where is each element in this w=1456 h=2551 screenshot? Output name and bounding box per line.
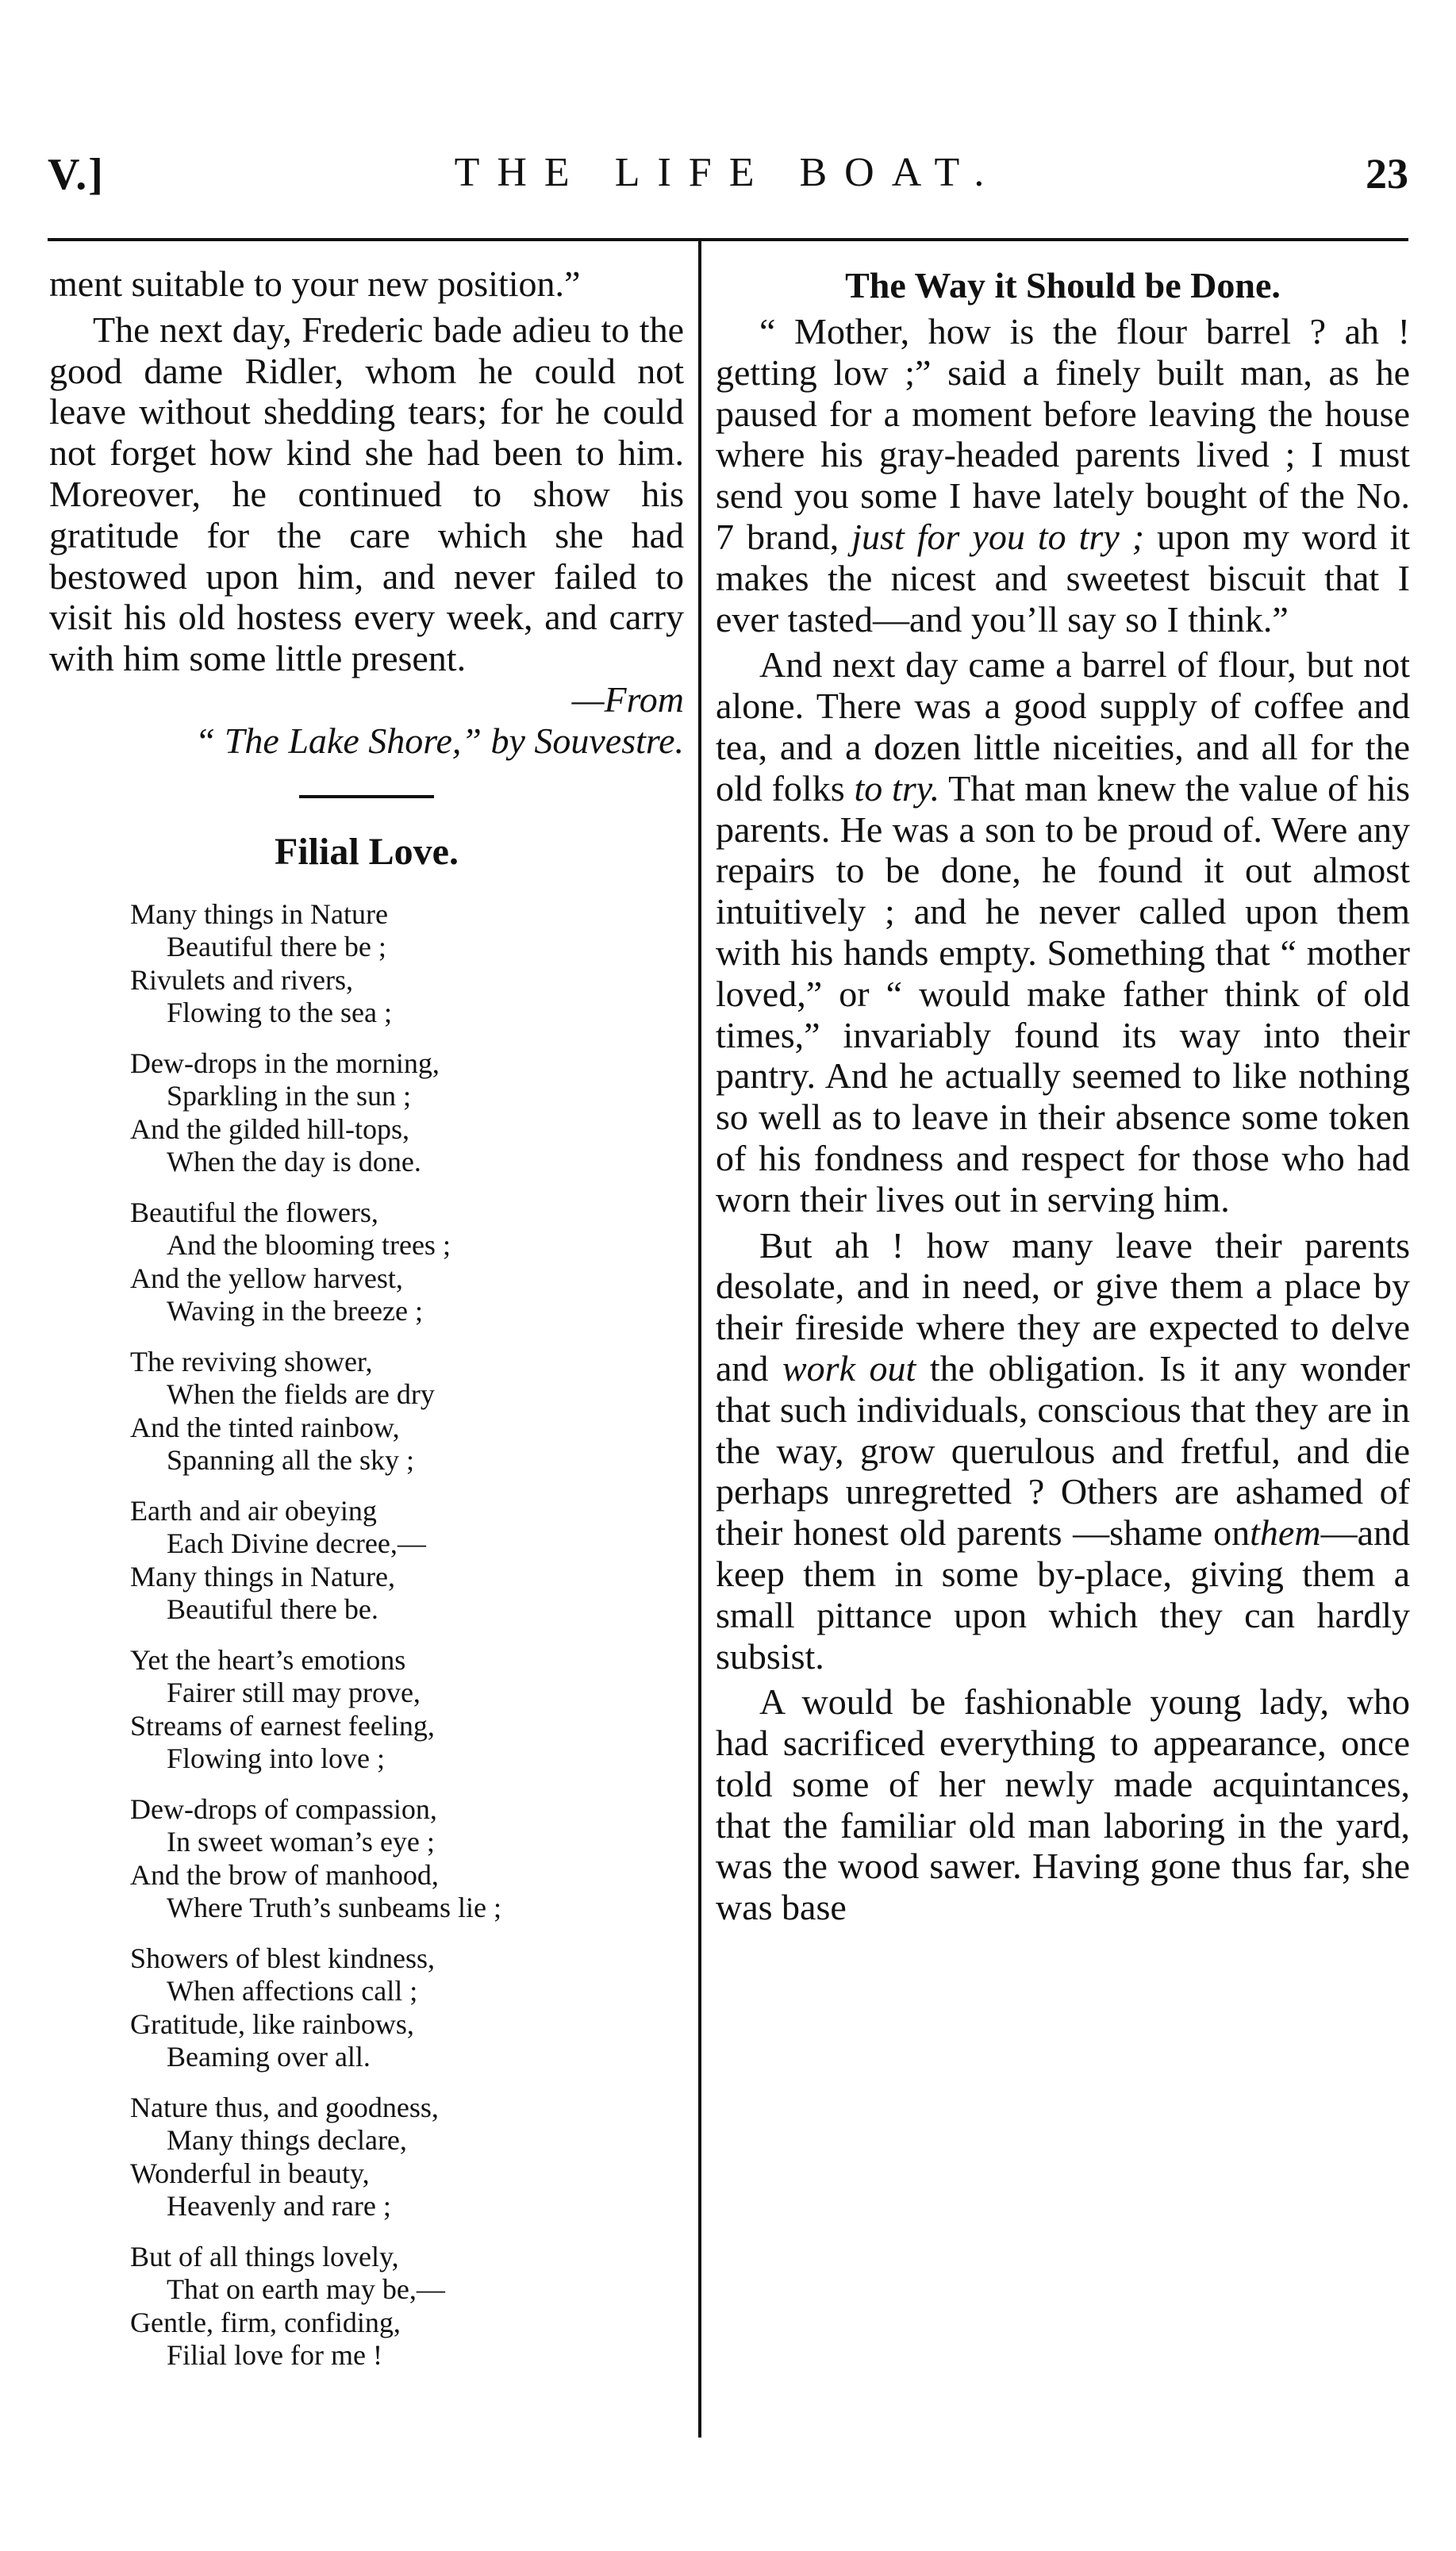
poem-line: Where Truth’s sunbeams lie ; (167, 1892, 501, 1924)
running-head (48, 149, 1408, 213)
poem-line: Earth and air obeying (130, 1494, 377, 1527)
poem-stanza (130, 898, 684, 1030)
attribution-dash: — (571, 678, 605, 720)
poem-line: Many things declare, (167, 2124, 407, 2157)
p1-text-b: upon my word it makes the nicest and sweetest biscuit that I ever tasted—and you’ll say so I think.” (716, 516, 1410, 640)
article-paragraph-1 (716, 311, 1410, 640)
poem-line: Gentle, firm, confiding, (130, 2306, 401, 2338)
poem-line: Dew-drops of compassion, (130, 1792, 437, 1825)
p2-text-b: That man knew the value of his parents. He was a son to be proud of. Were any repairs to be done, he found it out almost intuitively ; and he never called upon them with his hands empty. Something that “ mother loved,” or “ would make father think of old times,” invariably found its way into their pantry. And he actually seemed to like nothing so well as to leave in their absence some token of his fondness and respect for those who had worn their lives out in serving him. (716, 767, 1411, 1220)
poem-filial-love (130, 898, 684, 2372)
page-number: 23 (1366, 150, 1408, 198)
p3-emphasis-2: them (1250, 1512, 1321, 1554)
poem-line: That on earth may be,— (167, 2273, 445, 2306)
poem-line: When the fields are dry (167, 1378, 435, 1411)
poem-stanza (130, 2092, 684, 2223)
poem-line: Each Divine decree,— (167, 1527, 426, 1560)
section-divider (299, 795, 434, 798)
p2-emphasis: to try. (854, 767, 940, 809)
header-rule (48, 238, 1408, 241)
column-divider (698, 240, 701, 2438)
poem-line: Showers of blest kindness, (130, 1942, 435, 1974)
p1-text-a: “ Mother, how is the flour barrel ? ah ! getting low ;” said a finely built man, as he paused for a moment before leaving the house where his gray-headed parents lived ; I must send you some I have lately bought of the No. 7 brand, (716, 311, 1410, 557)
poem-title: Filial Love. (275, 830, 459, 873)
poem-stanza (130, 1047, 684, 1179)
poem-line: But of all things lovely, (130, 2240, 399, 2272)
poem-line: When affections call ; (167, 1975, 418, 2007)
poem-stanza (130, 1197, 684, 1328)
p3-text-a: But ah ! how many leave their parents desolate, and in need, or give them a place by their fireside where they are expected to delve and (716, 1224, 1410, 1389)
poem-line: Fairer still may prove, (167, 1677, 421, 1709)
poem-line: Many things in Nature, (130, 1560, 395, 1592)
poem-line: Flowing into love ; (167, 1742, 386, 1775)
poem-line: And the blooming trees ; (167, 1229, 451, 1262)
poem-line: Sparkling in the sun ; (167, 1080, 411, 1112)
poem-line: And the yellow harvest, (130, 1262, 403, 1294)
continued-paragraph: ment suitable to your new position.” (49, 263, 581, 304)
poem-line: Heavenly and rare ; (167, 2190, 391, 2223)
poem-line: The reviving shower, (130, 1345, 373, 1377)
attribution-source: “ The Lake Shore,” by Souvestre. (194, 720, 684, 761)
poem-line: Nature thus, and goodness, (130, 2091, 439, 2123)
frederic-paragraph: The next day, Frederic bade adieu to the good dame Ridler, whom he could not leave without shedding tears; for he could not forget how kind she had been to him. Moreover, he continued to show his gratitude for the care which she had bestowed upon him, and never failed to visit his old hostess every week, and carry with him some little present. (49, 309, 684, 679)
poem-line: Waving in the breeze ; (167, 1295, 423, 1327)
poem-line: Streams of earnest feeling, (130, 1709, 435, 1742)
poem-line: Beautiful there be. (167, 1593, 378, 1626)
article-paragraph-4: A would be fashionable young lady, who had sacrificed everything to appearance, once told some of her newly made acquintances, that the familiar old man laboring in the yard, was the wood sawer. Having gone thus far, she was base (716, 1681, 1410, 1928)
poem-line: Rivulets and rivers, (130, 963, 353, 996)
p3-text-c: —and keep them in some by-place, giving them a small pittance upon which they can hardly subsist. (716, 1512, 1410, 1677)
poem-line: In sweet woman’s eye ; (167, 1826, 435, 1858)
poem-line: Many things in Nature (130, 897, 388, 930)
p3-emphasis: work out (782, 1347, 916, 1389)
source-attribution (49, 679, 684, 762)
poem-line: Yet the heart’s emotions (130, 1643, 406, 1676)
attribution-from: From (604, 678, 684, 720)
left-column (49, 263, 684, 2390)
poem-stanza (130, 1346, 684, 1477)
right-column (716, 263, 1410, 1928)
poem-stanza (130, 2241, 684, 2372)
poem-line: Wonderful in beauty, (130, 2157, 370, 2189)
poem-stanza (130, 1793, 684, 1925)
poem-stanza (130, 1942, 684, 2074)
poem-line: Flowing to the sea ; (167, 997, 392, 1029)
poem-line: Gratitude, like rainbows, (130, 2007, 414, 2040)
poem-stanza (130, 1644, 684, 1776)
periodical-title: THE LIFE BOAT. (454, 150, 1002, 195)
poem-line: Spanning all the sky ; (167, 1444, 414, 1477)
p1-emphasis: just for you to try ; (851, 516, 1145, 557)
poem-line: And the tinted rainbow, (130, 1411, 400, 1443)
poem-line: Filial love for me ! (167, 2339, 382, 2372)
poem-line: Beaming over all. (167, 2041, 371, 2073)
volume-mark: V.] (48, 150, 105, 199)
poem-line: And the brow of manhood, (130, 1858, 439, 1891)
p2-text-a: And next day came a barrel of flour, but not alone. There was a good supply of coffee and tea, and a dozen little niceities, and all for the old folks (716, 644, 1410, 809)
poem-line: Beautiful the flowers, (130, 1196, 378, 1228)
poem-line: Dew-drops in the morning, (130, 1047, 440, 1079)
article-paragraph-3 (716, 1225, 1410, 1677)
poem-line: Beautiful there be ; (167, 931, 386, 963)
poem-line: When the day is done. (167, 1146, 421, 1178)
article-title: The Way it Should be Done. (845, 265, 1281, 305)
poem-line: And the gilded hill-tops, (130, 1112, 409, 1145)
article-paragraph-2 (716, 644, 1410, 1220)
p3-text-b: the obligation. Is it any wonder that such individuals, conscious that they are in the way, grow querulous and fretful, and die perhaps unregretted ? Others are ashamed of their honest old parents —shame on (716, 1347, 1411, 1554)
poem-stanza (130, 1495, 684, 1627)
